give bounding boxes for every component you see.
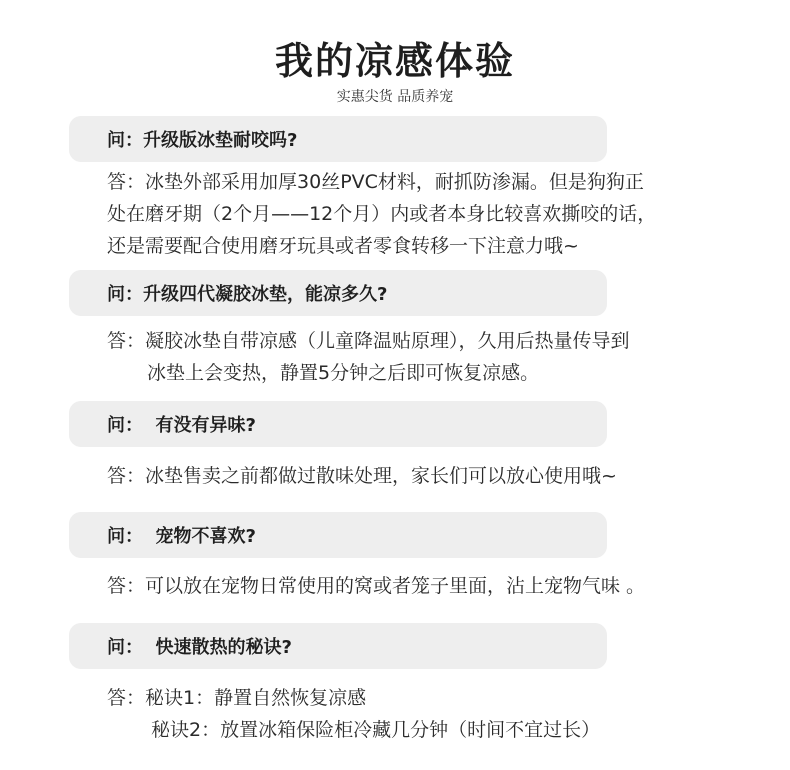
answer-line: 冰垫上会变热，静置5分钟之后即可恢复凉感。 — [147, 362, 540, 384]
faq-answer-1 — [107, 166, 747, 262]
question-prefix: 问： — [107, 284, 143, 305]
question-text: 快速散热的秘诀? — [155, 637, 292, 658]
question-text: 有没有异味? — [155, 415, 256, 436]
page-title: 我的凉感体验 — [274, 39, 515, 83]
faq-answer-4 — [107, 570, 747, 602]
question-prefix: 问： — [107, 130, 143, 151]
answer-prefix: 答： — [107, 171, 146, 193]
faq-answer-3 — [107, 460, 747, 492]
faq-answer-2 — [107, 325, 747, 389]
question-prefix: 问： — [107, 526, 156, 547]
answer-line: 冰垫售卖之前都做过散味处理，家长们可以放心使用哦~ — [145, 465, 617, 487]
faq-answer-5 — [107, 682, 747, 746]
answer-prefix: 答： — [107, 687, 146, 709]
answer-prefix: 答： — [107, 330, 146, 352]
faq-question-5 — [69, 623, 607, 669]
question-text: 宠物不喜欢? — [155, 526, 256, 547]
answer-prefix: 答： — [107, 465, 146, 487]
question-text: 升级四代凝胶冰垫，能凉多久? — [143, 284, 388, 305]
answer-line: 凝胶冰垫自带凉感（儿童降温贴原理），久用后热量传导到 — [145, 330, 630, 352]
answer-line: 可以放在宠物日常使用的窝或者笼子里面，沾上宠物气味 。 — [145, 575, 646, 597]
question-prefix: 问： — [107, 415, 156, 436]
answer-line: 处在磨牙期（2个月——12个月）内或者本身比较喜欢撕咬的话， — [107, 203, 657, 225]
answer-line: 秘诀1：静置自然恢复凉感 — [145, 687, 367, 709]
faq-question-1 — [69, 116, 607, 162]
faq-question-3 — [69, 401, 607, 447]
answer-line: 还是需要配合使用磨牙玩具或者零食转移一下注意力哦~ — [107, 235, 579, 257]
answer-prefix: 答： — [107, 575, 146, 597]
answer-line: 冰垫外部采用加厚30丝PVC材料，耐抓防渗漏。但是狗狗正 — [145, 171, 644, 193]
page-subtitle: 实惠尖货 品质养宠 — [336, 89, 454, 105]
faq-question-2 — [69, 270, 607, 316]
answer-line: 秘诀2：放置冰箱保险柜冷藏几分钟（时间不宜过长） — [151, 719, 601, 741]
question-text: 升级版冰垫耐咬吗? — [143, 130, 298, 151]
faq-question-4 — [69, 512, 607, 558]
question-prefix: 问： — [107, 637, 156, 658]
